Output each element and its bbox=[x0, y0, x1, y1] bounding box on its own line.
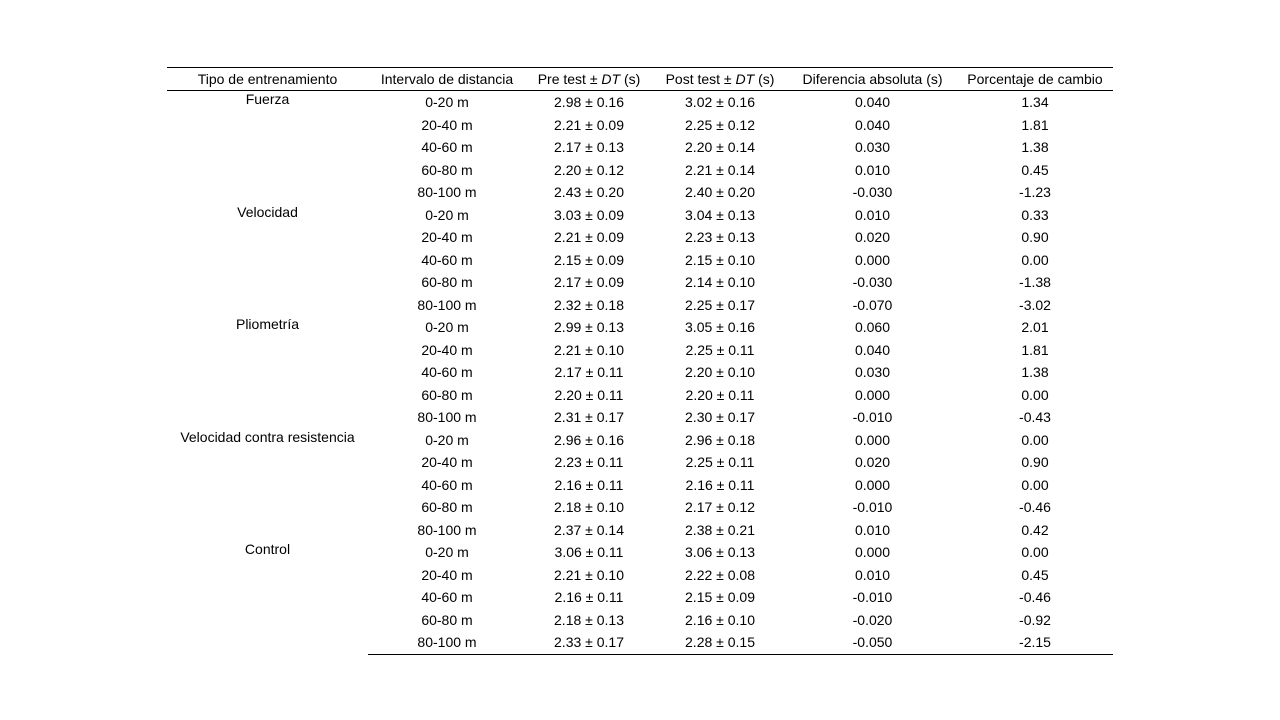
post-test-cell: 2.22 ± 0.08 bbox=[685, 566, 755, 583]
pre-test-cell: 2.18 ± 0.13 bbox=[554, 611, 624, 628]
pre-test-cell: 2.20 ± 0.11 bbox=[554, 386, 624, 403]
pre-test-cell: 2.37 ± 0.14 bbox=[554, 521, 624, 538]
post-test-cell: 2.15 ± 0.09 bbox=[685, 589, 755, 606]
absolute-difference-cell: 0.000 bbox=[854, 251, 891, 268]
pre-test-cell: 3.03 ± 0.09 bbox=[554, 206, 624, 223]
table-row bbox=[167, 91, 1113, 114]
table-body bbox=[167, 91, 1113, 655]
post-test-cell: 3.06 ± 0.13 bbox=[685, 544, 755, 561]
distance-interval-cell: 0-20 m bbox=[425, 431, 469, 448]
percent-change-cell: -1.38 bbox=[1019, 274, 1051, 291]
distance-interval-cell: 0-20 m bbox=[425, 206, 469, 223]
percent-change-cell: -0.46 bbox=[1019, 589, 1051, 606]
percent-change-cell: 1.38 bbox=[1021, 139, 1049, 156]
pre-test-cell: 2.16 ± 0.11 bbox=[554, 476, 624, 493]
percent-change-cell: -3.02 bbox=[1019, 296, 1051, 313]
pre-test-cell: 2.23 ± 0.11 bbox=[554, 454, 624, 471]
percent-change-cell: 0.00 bbox=[1021, 386, 1049, 403]
absolute-difference-cell: 0.000 bbox=[854, 431, 891, 448]
pre-test-cell: 2.33 ± 0.17 bbox=[526, 631, 652, 654]
post-test-cell: 2.96 ± 0.18 bbox=[685, 431, 755, 448]
pre-test-cell: 2.18 ± 0.10 bbox=[554, 499, 624, 516]
pre-test-cell: 2.99 ± 0.13 bbox=[554, 319, 624, 336]
table-row bbox=[167, 316, 1113, 339]
header-pre-test-unit: (s) bbox=[620, 71, 641, 87]
percent-change-cell: 0.00 bbox=[1021, 476, 1049, 493]
absolute-difference-cell: 0.000 bbox=[854, 476, 891, 493]
post-test-cell: 3.02 ± 0.16 bbox=[685, 94, 755, 111]
distance-interval-cell: 40-60 m bbox=[421, 251, 473, 268]
header-pre-test bbox=[526, 68, 652, 91]
absolute-difference-cell: 0.010 bbox=[854, 161, 891, 178]
percent-change-cell: 1.34 bbox=[1021, 94, 1049, 111]
percent-change-cell: 0.00 bbox=[1021, 251, 1049, 268]
absolute-difference-cell: -0.030 bbox=[852, 274, 893, 291]
training-type-cell bbox=[167, 429, 368, 542]
post-test-cell: 3.04 ± 0.13 bbox=[685, 206, 755, 223]
pre-test-cell: 2.21 ± 0.10 bbox=[554, 566, 624, 583]
training-type-label: Pliometría bbox=[235, 316, 300, 332]
distance-interval-cell: 0-20 m bbox=[425, 544, 469, 561]
post-test-cell: 2.20 ± 0.14 bbox=[685, 139, 755, 156]
distance-interval-cell: 60-80 m bbox=[421, 274, 473, 291]
absolute-difference-cell: 0.030 bbox=[854, 139, 891, 156]
post-test-cell: 2.15 ± 0.10 bbox=[685, 251, 755, 268]
distance-interval-cell: 0-20 m bbox=[425, 94, 469, 111]
post-test-cell: 2.16 ± 0.10 bbox=[685, 611, 755, 628]
training-type-label: Velocidad contra resistencia bbox=[180, 428, 355, 445]
header-training-type: Tipo de entrenamiento bbox=[167, 68, 368, 91]
post-test-cell: 2.20 ± 0.11 bbox=[685, 386, 755, 403]
pre-test-cell: 2.31 ± 0.17 bbox=[554, 409, 624, 426]
distance-interval-cell: 20-40 m bbox=[421, 229, 473, 246]
absolute-difference-cell: 0.020 bbox=[854, 229, 891, 246]
distance-interval-cell: 60-80 m bbox=[421, 611, 473, 628]
distance-interval-cell: 40-60 m bbox=[421, 589, 473, 606]
header-post-test bbox=[652, 68, 788, 91]
absolute-difference-cell: -0.010 bbox=[852, 499, 893, 516]
header-absolute-difference: Diferencia absoluta (s) bbox=[788, 68, 957, 91]
header-pre-test-dt: DT bbox=[601, 71, 621, 87]
pre-test-cell: 2.32 ± 0.18 bbox=[554, 296, 624, 313]
post-test-cell: 2.25 ± 0.11 bbox=[685, 341, 755, 358]
percent-change-cell: 0.45 bbox=[1021, 161, 1049, 178]
header-distance-interval: Intervalo de distancia bbox=[368, 68, 526, 91]
training-type-label: Velocidad bbox=[237, 203, 298, 220]
distance-interval-cell: 40-60 m bbox=[421, 364, 473, 381]
table-row bbox=[167, 204, 1113, 227]
percent-change-cell: 2.01 bbox=[1021, 319, 1049, 336]
percent-change-cell: -0.43 bbox=[1019, 409, 1051, 426]
percent-change-cell: 0.90 bbox=[1021, 229, 1049, 246]
pre-test-cell: 3.06 ± 0.11 bbox=[554, 544, 624, 561]
post-test-cell: 2.20 ± 0.10 bbox=[685, 364, 755, 381]
post-test-cell: 2.17 ± 0.12 bbox=[685, 499, 755, 516]
percent-change-cell: 0.00 bbox=[1021, 431, 1049, 448]
table-header bbox=[167, 68, 1113, 91]
pre-test-cell: 2.17 ± 0.11 bbox=[554, 364, 624, 381]
absolute-difference-cell: -0.020 bbox=[852, 611, 893, 628]
percent-change-cell: 1.38 bbox=[1021, 364, 1049, 381]
training-type-label: Fuerza bbox=[245, 91, 290, 107]
percent-change-cell: -0.92 bbox=[1019, 611, 1051, 628]
distance-interval-cell: 80-100 m bbox=[417, 521, 477, 538]
percent-change-cell: -0.46 bbox=[1019, 499, 1051, 516]
table-row bbox=[167, 429, 1113, 452]
distance-interval-cell: 80-100 m bbox=[417, 184, 477, 201]
percent-change-cell: -2.15 bbox=[957, 631, 1113, 654]
absolute-difference-cell: 0.040 bbox=[854, 94, 891, 111]
distance-interval-cell: 80-100 m bbox=[368, 631, 526, 654]
absolute-difference-cell: -0.030 bbox=[852, 184, 893, 201]
distance-interval-cell: 80-100 m bbox=[417, 409, 477, 426]
post-test-cell: 2.21 ± 0.14 bbox=[685, 161, 755, 178]
absolute-difference-cell: 0.010 bbox=[854, 521, 891, 538]
percent-change-cell: 1.81 bbox=[1021, 116, 1049, 133]
pre-test-cell: 2.15 ± 0.09 bbox=[554, 251, 624, 268]
percent-change-cell: 0.45 bbox=[1021, 566, 1049, 583]
absolute-difference-cell: 0.020 bbox=[854, 454, 891, 471]
absolute-difference-cell: -0.010 bbox=[852, 589, 893, 606]
distance-interval-cell: 20-40 m bbox=[421, 116, 473, 133]
post-test-cell: 2.28 ± 0.15 bbox=[652, 631, 788, 654]
post-test-cell: 2.30 ± 0.17 bbox=[685, 409, 755, 426]
header-post-test-label: Post test ± bbox=[665, 71, 736, 87]
pre-test-cell: 2.21 ± 0.09 bbox=[554, 229, 624, 246]
table-row bbox=[167, 541, 1113, 564]
post-test-cell: 2.25 ± 0.11 bbox=[685, 454, 755, 471]
training-type-cell bbox=[167, 91, 368, 204]
post-test-cell: 2.40 ± 0.20 bbox=[685, 184, 755, 201]
header-post-test-dt: DT bbox=[735, 71, 755, 87]
distance-interval-cell: 40-60 m bbox=[421, 476, 473, 493]
absolute-difference-cell: 0.000 bbox=[854, 386, 891, 403]
absolute-difference-cell: 0.060 bbox=[854, 319, 891, 336]
absolute-difference-cell: 0.000 bbox=[854, 544, 891, 561]
distance-interval-cell: 60-80 m bbox=[421, 161, 473, 178]
absolute-difference-cell: 0.040 bbox=[854, 341, 891, 358]
distance-interval-cell: 20-40 m bbox=[421, 454, 473, 471]
pre-test-cell: 2.17 ± 0.09 bbox=[554, 274, 624, 291]
header-row bbox=[167, 68, 1113, 91]
post-test-cell: 2.38 ± 0.21 bbox=[685, 521, 755, 538]
training-type-cell bbox=[167, 541, 368, 654]
distance-interval-cell: 20-40 m bbox=[421, 566, 473, 583]
post-test-cell: 2.16 ± 0.11 bbox=[685, 476, 755, 493]
post-test-cell: 2.14 ± 0.10 bbox=[685, 274, 755, 291]
pre-test-cell: 2.20 ± 0.12 bbox=[554, 161, 624, 178]
training-type-cell bbox=[167, 316, 368, 429]
absolute-difference-cell: 0.030 bbox=[854, 364, 891, 381]
pre-test-cell: 2.17 ± 0.13 bbox=[554, 139, 624, 156]
training-type-label: Control bbox=[244, 541, 291, 557]
post-test-cell: 2.25 ± 0.17 bbox=[685, 296, 755, 313]
absolute-difference-cell: 0.010 bbox=[854, 206, 891, 223]
pre-test-cell: 2.98 ± 0.16 bbox=[554, 94, 624, 111]
pre-test-cell: 2.43 ± 0.20 bbox=[554, 184, 624, 201]
absolute-difference-cell: -0.010 bbox=[852, 409, 893, 426]
percent-change-cell: 0.00 bbox=[1021, 544, 1049, 561]
distance-interval-cell: 20-40 m bbox=[421, 341, 473, 358]
distance-interval-cell: 60-80 m bbox=[421, 499, 473, 516]
distance-interval-cell: 60-80 m bbox=[421, 386, 473, 403]
post-test-cell: 3.05 ± 0.16 bbox=[685, 319, 755, 336]
pre-test-cell: 2.21 ± 0.09 bbox=[554, 116, 624, 133]
absolute-difference-cell: -0.050 bbox=[788, 631, 957, 654]
absolute-difference-cell: 0.010 bbox=[854, 566, 891, 583]
pre-test-cell: 2.96 ± 0.16 bbox=[554, 431, 624, 448]
training-type-cell bbox=[167, 204, 368, 317]
post-test-cell: 2.23 ± 0.13 bbox=[685, 229, 755, 246]
distance-interval-cell: 40-60 m bbox=[421, 139, 473, 156]
distance-interval-cell: 0-20 m bbox=[425, 319, 469, 336]
post-test-cell: 2.25 ± 0.12 bbox=[685, 116, 755, 133]
percent-change-cell: 1.81 bbox=[1021, 341, 1049, 358]
absolute-difference-cell: -0.070 bbox=[852, 296, 893, 313]
percent-change-cell: -1.23 bbox=[1019, 184, 1051, 201]
pre-test-cell: 2.21 ± 0.10 bbox=[554, 341, 624, 358]
distance-interval-cell: 80-100 m bbox=[417, 296, 477, 313]
absolute-difference-cell: 0.040 bbox=[854, 116, 891, 133]
header-post-test-unit: (s) bbox=[754, 71, 775, 87]
percent-change-cell: 0.90 bbox=[1021, 454, 1049, 471]
header-pre-test-label: Pre test ± bbox=[537, 71, 602, 87]
pre-test-cell: 2.16 ± 0.11 bbox=[554, 589, 624, 606]
results-table bbox=[167, 67, 1113, 655]
percent-change-cell: 0.42 bbox=[1021, 521, 1049, 538]
percent-change-cell: 0.33 bbox=[1021, 206, 1049, 223]
header-percent-change: Porcentaje de cambio bbox=[957, 68, 1113, 91]
